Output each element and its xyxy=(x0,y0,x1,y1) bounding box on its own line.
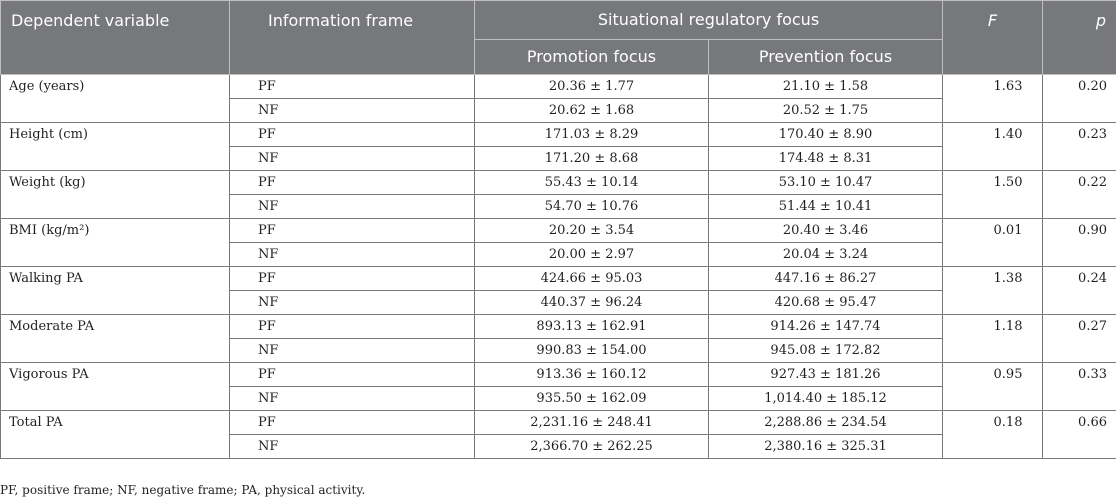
frame-cell: NF xyxy=(230,99,475,123)
prevention-value-cell: 174.48 ± 8.31 xyxy=(709,147,943,171)
f-value-cell: 1.38 xyxy=(943,267,1043,315)
promotion-value-cell: 20.36 ± 1.77 xyxy=(475,75,709,99)
f-value-cell: 0.18 xyxy=(943,411,1043,459)
p-value-cell: 0.24 xyxy=(1043,267,1116,315)
promotion-value-cell: 20.62 ± 1.68 xyxy=(475,99,709,123)
promotion-value-cell: 935.50 ± 162.09 xyxy=(475,387,709,411)
prevention-value-cell: 21.10 ± 1.58 xyxy=(709,75,943,99)
promotion-value-cell: 440.37 ± 96.24 xyxy=(475,291,709,315)
promotion-value-cell: 893.13 ± 162.91 xyxy=(475,315,709,339)
prevention-value-cell: 20.52 ± 1.75 xyxy=(709,99,943,123)
f-value-cell: 1.63 xyxy=(943,75,1043,123)
table-row xyxy=(1,123,1116,147)
f-value-cell: 1.40 xyxy=(943,123,1043,171)
variable-cell: Height (cm) xyxy=(1,123,230,171)
p-value-cell: 0.66 xyxy=(1043,411,1116,459)
promotion-value-cell: 990.83 ± 154.00 xyxy=(475,339,709,363)
variable-cell: Vigorous PA xyxy=(1,363,230,411)
table-row xyxy=(1,75,1116,99)
frame-cell: PF xyxy=(230,171,475,195)
promotion-value-cell: 54.70 ± 10.76 xyxy=(475,195,709,219)
promotion-value-cell: 2,231.16 ± 248.41 xyxy=(475,411,709,435)
prevention-value-cell: 51.44 ± 10.41 xyxy=(709,195,943,219)
table-header xyxy=(1,1,1116,75)
header-prevention-focus: Prevention focus xyxy=(709,40,943,75)
p-value-cell: 0.90 xyxy=(1043,219,1116,267)
frame-cell: PF xyxy=(230,267,475,291)
prevention-value-cell: 170.40 ± 8.90 xyxy=(709,123,943,147)
header-f: F xyxy=(943,1,1043,75)
variable-cell: Age (years) xyxy=(1,75,230,123)
variable-cell: Moderate PA xyxy=(1,315,230,363)
frame-cell: PF xyxy=(230,219,475,243)
f-value-cell: 1.50 xyxy=(943,171,1043,219)
frame-cell: PF xyxy=(230,75,475,99)
f-value-cell: 1.18 xyxy=(943,315,1043,363)
variable-cell: BMI (kg/m²) xyxy=(1,219,230,267)
frame-cell: NF xyxy=(230,147,475,171)
frame-cell: PF xyxy=(230,363,475,387)
promotion-value-cell: 20.20 ± 3.54 xyxy=(475,219,709,243)
prevention-value-cell: 914.26 ± 147.74 xyxy=(709,315,943,339)
p-value-cell: 0.33 xyxy=(1043,363,1116,411)
f-value-cell: 0.95 xyxy=(943,363,1043,411)
frame-cell: NF xyxy=(230,435,475,459)
table-body xyxy=(1,75,1116,459)
promotion-value-cell: 2,366.70 ± 262.25 xyxy=(475,435,709,459)
frame-cell: PF xyxy=(230,411,475,435)
prevention-value-cell: 20.40 ± 3.46 xyxy=(709,219,943,243)
promotion-value-cell: 171.03 ± 8.29 xyxy=(475,123,709,147)
frame-cell: NF xyxy=(230,291,475,315)
table-row xyxy=(1,315,1116,339)
table-row xyxy=(1,411,1116,435)
variable-cell: Walking PA xyxy=(1,267,230,315)
prevention-value-cell: 2,380.16 ± 325.31 xyxy=(709,435,943,459)
table-row xyxy=(1,267,1116,291)
table-row xyxy=(1,219,1116,243)
prevention-value-cell: 447.16 ± 86.27 xyxy=(709,267,943,291)
variable-cell: Weight (kg) xyxy=(1,171,230,219)
table-row xyxy=(1,363,1116,387)
promotion-value-cell: 171.20 ± 8.68 xyxy=(475,147,709,171)
table-row xyxy=(1,171,1116,195)
header-information-frame: Information frame xyxy=(230,1,475,75)
promotion-value-cell: 424.66 ± 95.03 xyxy=(475,267,709,291)
variable-cell: Total PA xyxy=(1,411,230,459)
frame-cell: NF xyxy=(230,339,475,363)
frame-cell: NF xyxy=(230,387,475,411)
frame-cell: PF xyxy=(230,123,475,147)
header-situational-regulatory-focus: Situational regulatory focus xyxy=(475,1,943,40)
header-dependent-variable: Dependent variable xyxy=(1,1,230,75)
promotion-value-cell: 913.36 ± 160.12 xyxy=(475,363,709,387)
p-value-cell: 0.20 xyxy=(1043,75,1116,123)
p-value-cell: 0.27 xyxy=(1043,315,1116,363)
prevention-value-cell: 20.04 ± 3.24 xyxy=(709,243,943,267)
promotion-value-cell: 55.43 ± 10.14 xyxy=(475,171,709,195)
prevention-value-cell: 53.10 ± 10.47 xyxy=(709,171,943,195)
p-value-cell: 0.23 xyxy=(1043,123,1116,171)
promotion-value-cell: 20.00 ± 2.97 xyxy=(475,243,709,267)
f-value-cell: 0.01 xyxy=(943,219,1043,267)
prevention-value-cell: 1,014.40 ± 185.12 xyxy=(709,387,943,411)
prevention-value-cell: 420.68 ± 95.47 xyxy=(709,291,943,315)
prevention-value-cell: 2,288.86 ± 234.54 xyxy=(709,411,943,435)
header-promotion-focus: Promotion focus xyxy=(475,40,709,75)
prevention-value-cell: 927.43 ± 181.26 xyxy=(709,363,943,387)
frame-cell: NF xyxy=(230,243,475,267)
p-value-cell: 0.22 xyxy=(1043,171,1116,219)
prevention-value-cell: 945.08 ± 172.82 xyxy=(709,339,943,363)
frame-cell: PF xyxy=(230,315,475,339)
frame-cell: NF xyxy=(230,195,475,219)
table-footnote: PF, positive frame; NF, negative frame; PA, physical activity. xyxy=(0,483,366,497)
header-p: p xyxy=(1043,1,1116,75)
